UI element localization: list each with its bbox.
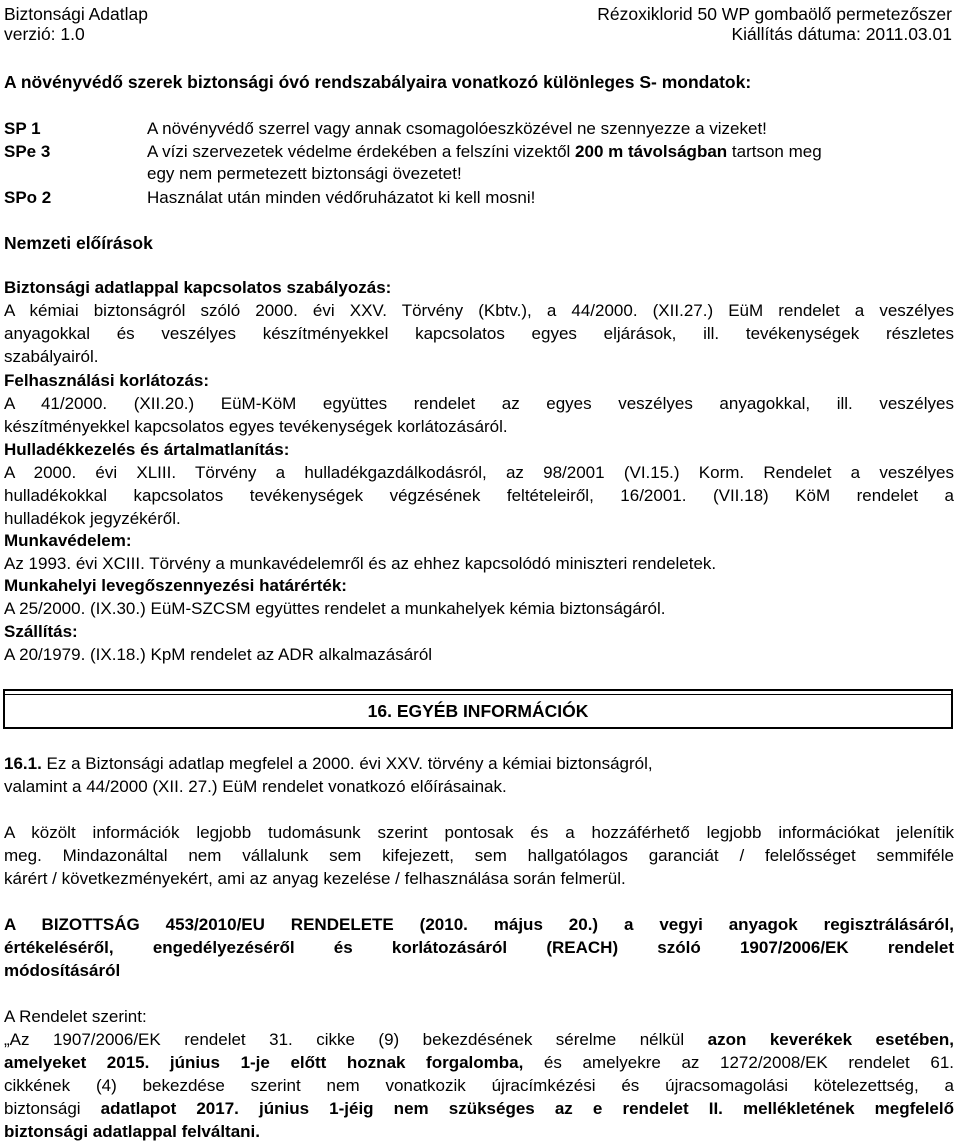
section-16-1-line: valamint a 44/2000 (XII. 27.) EüM rendelet vonatkozó előírásainak. (4, 777, 507, 796)
sds-text-line: A kémiai biztonságról szóló 2000. évi XXV. Törvény (Kbtv.), a 44/2000. (XII.27.) EüM rendelet a veszélyes (4, 301, 954, 320)
work-safety-heading: Munkavédelem: (4, 531, 132, 550)
s-phrase-code: SP 1 (4, 119, 41, 138)
air-limit-text-line: A 25/2000. (IX.30.) EüM-SZCSM együttes rendelet a munkahelyek kémia biztonságáról. (4, 599, 666, 618)
s-phrase-text: A vízi szervezetek védelme érdekében a felszíni vizektől 200 m távolságban tartson meg (147, 142, 822, 161)
sds-text-line: anyagokkal és veszélyes készítményekkel kapcsolatos egyes eljárások, ill. tevékenységek részletes (4, 324, 954, 343)
disclaimer-line: meg. Mindazonáltal nem vállalunk sem kifejezett, sem hallgatólagos garanciát / felelősséget semmiféle (4, 846, 954, 865)
national-heading: Nemzeti előírások (4, 233, 153, 253)
header-product-name: Rézoxiklorid 50 WP gombaölő permetezőszer (597, 4, 952, 24)
regulation-title-line: értékeléséről, engedélyezéséről és korlátozásáról (REACH) szóló 1907/2006/EK rendelet (4, 938, 954, 957)
regulation-quote-line: biztonsági adatlappal felváltani. (4, 1122, 260, 1141)
s-phrase-spe3 (4, 141, 954, 185)
air-limit-heading: Munkahelyi levegőszennyezési határérték: (4, 576, 347, 595)
regulation-title-line: módosításáról (4, 961, 121, 980)
section-16-header-box (3, 689, 953, 729)
regulation-title-line: A BIZOTTSÁG 453/2010/EU RENDELETE (2010. május 20.) a vegyi anyagok regisztrálásáról, (4, 915, 954, 934)
s-phrase-code: SPo 2 (4, 188, 52, 207)
use-restriction-text-line: készítményekkel kapcsolatos egyes tevékenységek korlátozásáról. (4, 417, 508, 436)
regulation-quote-line: biztonsági adatlapot 2017. június 1-jéig nem szükséges az e rendelet II. mellékletének megfelelő (4, 1099, 954, 1118)
transport-text-line: A 20/1979. (IX.18.) KpM rendelet az ADR alkalmazásáról (4, 645, 433, 664)
s-phrases-heading: A növényvédő szerek biztonsági óvó rendszabályaira vonatkozó különleges S- mondatok: (4, 72, 752, 92)
header-version: verzió: 1.0 (4, 24, 85, 44)
header-issue-date: Kiállítás dátuma: 2011.03.01 (731, 24, 952, 44)
waste-text-line: hulladékokkal kapcsolatos tevékenységek végzésének feltételeiről, 16/2001. (VII.18) KöM rendelet a (4, 486, 954, 505)
s-phrase-text-continued: egy nem permetezett biztonsági övezetet! (147, 164, 462, 183)
s-phrase-spo2 (4, 187, 954, 209)
waste-text-line: A 2000. évi XLIII. Törvény a hulladékgazdálkodásról, az 98/2001 (VI.15.) Korm. Rendelet a veszélyes (4, 463, 954, 482)
use-restriction-text-line: A 41/2000. (XII.20.) EüM-KöM együttes rendelet az egyes veszélyes anyagokkal, ill. veszélyes (4, 394, 954, 413)
section-16-1-number: 16.1. (4, 754, 42, 773)
s-phrase-text: Használat után minden védőruházatot ki kell mosni! (147, 188, 536, 207)
use-restriction-heading: Felhasználási korlátozás: (4, 371, 210, 390)
header-doc-type: Biztonsági Adatlap (4, 4, 148, 24)
work-safety-text-line: Az 1993. évi XCIII. Törvény a munkavédelemről és az ehhez kapcsolódó miniszteri rendeletek. (4, 554, 717, 573)
transport-heading: Szállítás: (4, 622, 78, 641)
section-16-1-line: 16.1. Ez a Biztonsági adatlap megfelel a 2000. évi XXV. törvény a kémiai biztonságról, (4, 754, 653, 773)
s-phrase-code: SPe 3 (4, 142, 51, 161)
regulation-quote-line: „Az 1907/2006/EK rendelet 31. cikke (9) bekezdésének sérelme nélkül azon keverékek esetében, (4, 1030, 954, 1049)
waste-text-line: hulladékok jegyzékéről. (4, 509, 181, 528)
waste-heading: Hulladékkezelés és ártalmatlanítás: (4, 440, 290, 459)
section-16-title: 16. EGYÉB INFORMÁCIÓK (367, 701, 589, 721)
disclaimer-line: A közölt információk legjobb tudomásunk szerint pontosak és a hozzáférhető legjobb információkat jelenítik (4, 823, 954, 842)
s-phrase-sp1 (4, 118, 954, 140)
s-phrase-text: A növényvédő szerrel vagy annak csomagolóeszközével ne szennyezze a vizeket! (147, 119, 767, 138)
disclaimer-line: kárért / következményekért, ami az anyag kezelése / felhasználása során felmerül. (4, 869, 626, 888)
regulation-quote-line: amelyeket 2015. június 1-je előtt hoznak forgalomba, és amelyekre az 1272/2008/EK rendelet 61. (4, 1053, 954, 1072)
sds-heading: Biztonsági adatlappal kapcsolatos szabályozás: (4, 278, 392, 297)
sds-text-line: szabályairól. (4, 347, 99, 366)
regulation-label: A Rendelet szerint: (4, 1007, 147, 1026)
regulation-quote-line: cikkének (4) bekezdése szerint nem vonatkozik újracímkézési és újracsomagolási kötelezettség, a (4, 1076, 954, 1095)
